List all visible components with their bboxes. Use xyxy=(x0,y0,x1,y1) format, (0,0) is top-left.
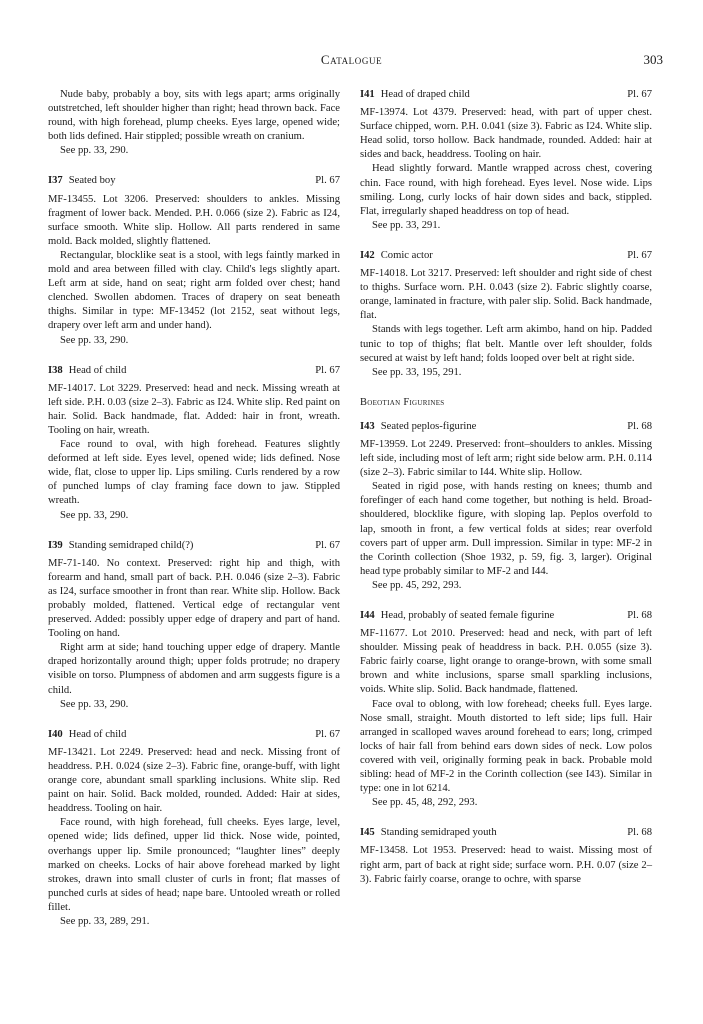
see-references: See pp. 33, 291. xyxy=(372,219,441,231)
entry-title: Seated boy xyxy=(68,175,116,187)
plate-reference: Pl. 67 xyxy=(627,89,652,100)
entry-heading xyxy=(48,728,340,742)
entry-title: Head, probably of seated female figurine xyxy=(380,610,555,621)
see-references: See pp. 45, 292, 293. xyxy=(372,579,462,591)
catalogue-entry xyxy=(48,364,340,523)
entry-number: I39 xyxy=(48,539,63,551)
entry-paragraph: Seated in rigid pose, with hands resting on knees; thumb and forefinger of each hand come together, but nothing is held. Broad-shouldered, blocklike figure, with sloping lap. Peplos overfold to lap, smooth in front, a few vertical folds at sides; rear overfold covers part of upper arm. Dull impression. Similar in type: MF-2 in the Corinth collection (Shoe 1932, p. 59, fig. 3, larger). Original head type probably similar to MF-2 and I44. xyxy=(360,481,652,577)
see-references: See pp. 33, 290. xyxy=(60,334,129,346)
page-number: 303 xyxy=(643,52,663,67)
entry-number: I43 xyxy=(360,420,375,432)
entry-heading xyxy=(360,249,652,263)
entry-number: I41 xyxy=(360,89,375,100)
catalogue-entry xyxy=(360,609,652,810)
entry-paragraph: Head slightly forward. Mantle wrapped across chest, covering chin. Face round, with high forehead. Eyes level. Nose wide. Lips smiling. Long, curly locks of hair down sides and back, stippled. Flat, irregularly shaped headdress on top of head. xyxy=(360,163,652,217)
entry-paragraph: MF-13974. Lot 4379. Preserved: head, with part of upper chest. Surface chipped, worn. P.H. 0.041 (size 3). Fabric as I24. White slip. Head solid, torso hollow. Back handmade, rounded. Added: hair at sides and back, headdress. Tooling on hair. xyxy=(360,107,652,161)
catalogue-entry xyxy=(48,728,340,929)
entry-paragraph: Nude baby, probably a boy, sits with legs apart; arms originally outstretched, left shoulder higher than right; head thrown back. Face round, with high forehead, plump cheeks. Eyes large, opened wide; both lids defined. Hair stippled; possible wreath on cranium. xyxy=(48,89,340,143)
catalogue-entry xyxy=(360,249,652,380)
entry-heading xyxy=(48,174,340,188)
plate-reference: Pl. 68 xyxy=(627,610,652,621)
see-references: See pp. 33, 290. xyxy=(60,698,129,710)
entry-paragraph: MF-14017. Lot 3229. Preserved: head and neck. Missing wreath at left side. P.H. 0.03 (size 2–3). Fabric as I24. White slip. Red paint on hair. Solid. Back handmade, flat. Added: hair in front, wreath. Tooling on hair, wreath. xyxy=(48,382,340,436)
entry-title-group xyxy=(48,174,116,188)
entry-number: I42 xyxy=(360,249,375,261)
see-references: See pp. 45, 48, 292, 293. xyxy=(372,797,478,809)
entry-paragraph: MF-14018. Lot 3217. Preserved: left shoulder and right side of chest to thighs. Surface worn. P.H. 0.043 (size 2). Fabric slightly coarse, orange, laminated in fracture, with paler slip. Solid. Back handmade, flat. xyxy=(360,268,652,322)
running-title: Catalogue xyxy=(320,52,383,67)
entry-title: Comic actor xyxy=(380,249,433,261)
entry-number: I45 xyxy=(360,827,375,839)
entry-title: Standing semidraped child(?) xyxy=(68,539,194,551)
entry-title-group xyxy=(360,88,470,102)
entry-paragraph: Right arm at side; hand touching upper edge of drapery. Mantle draped horizontally around thigh; upper folds protrude; no drapery visible on torso. Plumpness of abdomen and arm suggests figure is a child. xyxy=(48,642,340,696)
continued-entry xyxy=(48,88,340,158)
entry-paragraph: MF-13421. Lot 2249. Preserved: head and neck. Missing front of headdress. P.H. 0.024 (size 2–3). Fabric fine, orange-buff, with light orange core, abundant small sparkling inclusions. White slip. Red paint on hair. Solid. Back molded, rounded. Added: Hair at sides, headdress. Tooling on hair. xyxy=(48,746,340,815)
entry-title: Seated peplos-figurine xyxy=(380,420,477,432)
entry-title: Standing semidraped youth xyxy=(380,827,497,839)
catalogue-entry xyxy=(360,826,652,886)
right-column xyxy=(360,88,652,903)
entry-paragraph: MF-11677. Lot 2010. Preserved: head and neck, with part of left shoulder. Missing peak of headdress in back. P.H. 0.055 (size 3). Fabric fairly coarse, light orange to orange-brown, with some small brown and white inclusions, sparse small sparkling inclusions, voids. White slip. Solid. Back handmade, flattened. xyxy=(360,628,652,696)
plate-reference: Pl. 67 xyxy=(627,249,652,261)
see-references: See pp. 33, 289, 291. xyxy=(60,915,150,927)
entry-paragraph: Face round, with high forehead, full cheeks. Eyes large, level, opened wide; lids defined, upper lid thick. Nose wide, pointed, overhangs upper lip. Smile pronounced; “laughter lines” deeply marked on cheeks. Locks of hair above forehead marked by light strokes, drawn into small cluster of curls in front; flat masses of punched curls at sides of head; nape bare. Untooled wreath or rolled fillet. xyxy=(48,817,340,913)
entry-heading xyxy=(360,88,652,102)
entry-paragraph: Face oval to oblong, with low forehead; cheeks full. Eyes large. Nose small, straight. Mouth distorted to left side; lips full. Hair arranged in scalloped waves around forehead to ears; long, crimped locks of hair fall from behind ears down sides of neck. Low polos covered with veil, originally forming peak in back. Probable mold sibling: head of MF-2 in the Corinth collection (see I43). Similar in type: one in lot 6214. xyxy=(360,698,652,795)
entry-paragraph: MF-13455. Lot 3206. Preserved: shoulders to ankles. Missing fragment of lower back. Mended. P.H. 0.066 (size 2). Fabric as I24, surface smooth. White slip. Hollow. All parts rendered in same mold. Back molded, slightly flattened. xyxy=(48,193,340,247)
entry-title-group xyxy=(360,826,497,840)
section-heading: Boeotian Figurines xyxy=(360,396,445,408)
entry-paragraph: MF-13959. Lot 2249. Preserved: front–shoulders to ankles. Missing left side, including most of left arm; right side below arm. P.H. 0.114 (size 2–3). Fabric similar to I44. White slip. Hollow. xyxy=(360,438,652,479)
entry-number: I38 xyxy=(48,364,63,376)
plate-reference: Pl. 68 xyxy=(627,827,652,839)
see-references: See pp. 33, 195, 291. xyxy=(372,366,462,378)
entry-title-group xyxy=(360,249,433,263)
plate-reference: Pl. 67 xyxy=(315,728,340,740)
entry-heading xyxy=(360,826,652,840)
entry-paragraph: Stands with legs together. Left arm akimbo, hand on hip. Padded tunic to top of thighs; flat belt. Mantle over left shoulder, folds secured at waist by left hand; folds looped over belt at right side. xyxy=(360,324,652,364)
entry-heading xyxy=(48,364,340,378)
left-column xyxy=(48,88,340,945)
entry-paragraph: Face round to oval, with high forehead. Features slightly deformed at left side. Eyes level, opened wide; lids defined. Nose wide, flat, close to upper lip. Lips smiling. Curls rendered by a row of punched lumps of clay framing face down to jaw. Stippled wreath. xyxy=(48,439,340,507)
entry-number: I37 xyxy=(48,175,63,187)
entry-heading xyxy=(360,609,652,623)
page-header xyxy=(0,52,703,72)
entry-paragraph: MF-13458. Lot 1953. Preserved: head to waist. Missing most of right arm, part of back at right side; surface worn. P.H. 0.07 (size 2–3). Fabric fairly coarse, orange to ochre, with sparse xyxy=(360,845,652,885)
entry-title-group xyxy=(48,364,126,378)
catalogue-entry xyxy=(48,539,340,712)
plate-reference: Pl. 67 xyxy=(315,175,340,187)
catalogue-entry xyxy=(360,420,652,593)
entry-heading xyxy=(48,539,340,553)
entry-paragraph: MF-71-140. No context. Preserved: right hip and thigh, with forearm and hand, small part of back. P.H. 0.046 (size 2–3). Fabric as I24, surface smoother in front than rear. White slip. Hollow. Back probably molded, flattened. Vertical edge of rectangular vent preserved. Added: possibly upper edge of drapery and part of hand. Tooling on hand. xyxy=(48,557,340,640)
see-references: See pp. 33, 290. xyxy=(60,145,129,157)
entry-paragraph: Rectangular, blocklike seat is a stool, with legs faintly marked in mold and area between filled with clay. Child's legs slightly apart. Left arm at side, hand on seat; right arm folded over chest; hand clenched. Swollen abdomen. Traces of drapery on seat beneath thighs. Similar in type: MF-13452 (lot 2152, seat without legs, drapery over left arm and under hand). xyxy=(48,249,340,332)
entry-title-group xyxy=(48,728,126,742)
catalogue-entry xyxy=(48,174,340,347)
entry-title-group xyxy=(360,609,554,623)
entry-title: Head of child xyxy=(68,728,127,740)
plate-reference: Pl. 68 xyxy=(627,420,652,432)
plate-reference: Pl. 67 xyxy=(315,364,340,376)
plate-reference: Pl. 67 xyxy=(315,539,340,551)
entry-title-group xyxy=(48,539,193,553)
see-references: See pp. 33, 290. xyxy=(60,509,129,521)
entry-number: I44 xyxy=(360,610,375,621)
entry-title-group xyxy=(360,420,476,434)
catalogue-entry xyxy=(360,88,652,233)
entry-heading xyxy=(360,420,652,434)
entry-number: I40 xyxy=(48,728,63,740)
entry-title: Head of child xyxy=(68,364,127,376)
entry-title: Head of draped child xyxy=(380,89,470,100)
